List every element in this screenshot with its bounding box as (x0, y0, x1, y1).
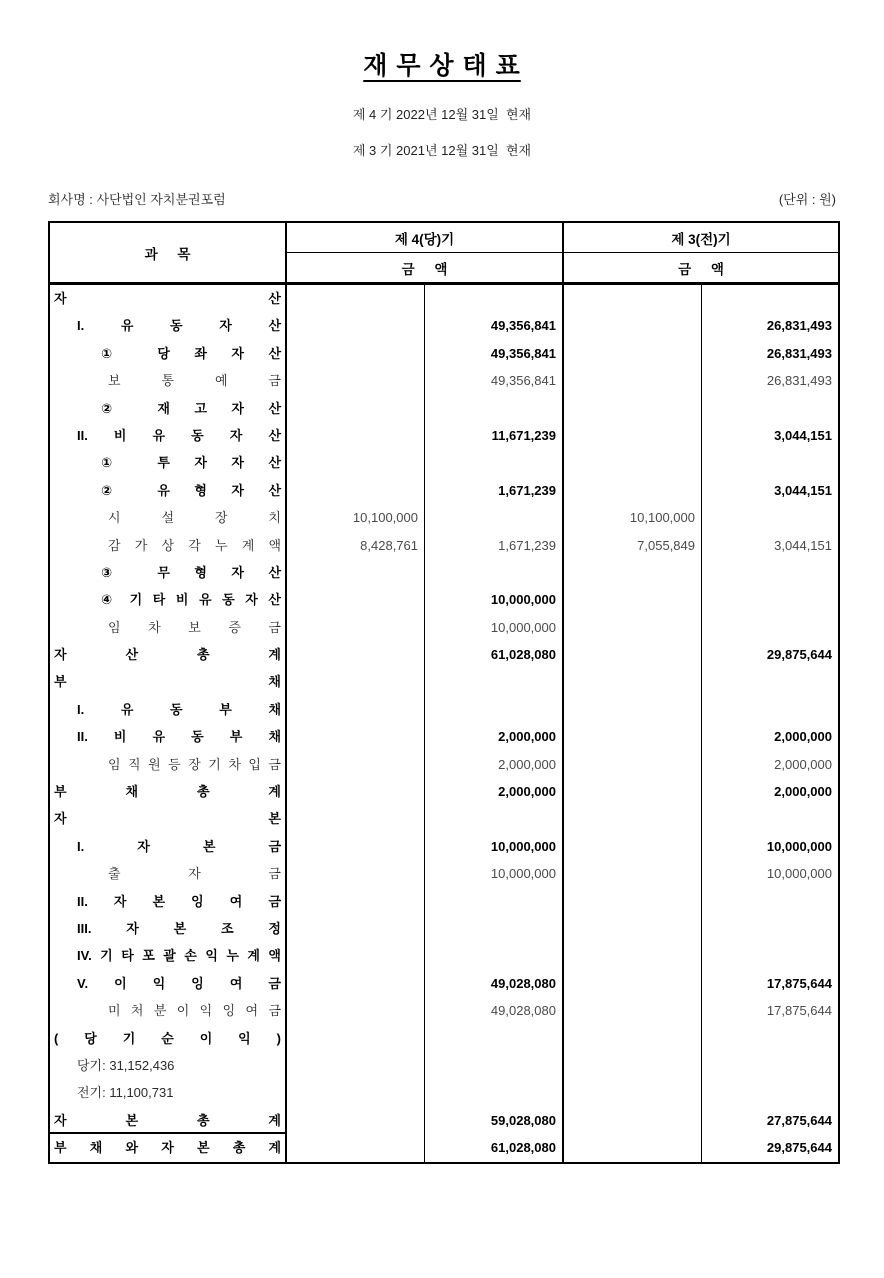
account-label: 자 본 총 계 (50, 1107, 287, 1134)
amount-prior-total: 26,831,493 (766, 345, 832, 361)
amount-prior-detail (564, 422, 702, 449)
meta-row (48, 189, 836, 208)
account-label: 부 채 총 계 (50, 778, 287, 805)
amount-current-detail (287, 805, 425, 832)
amount-current-detail (287, 888, 425, 915)
amount-prior-total: 10,000,000 (766, 838, 832, 854)
amount-prior-total (702, 586, 838, 613)
account-label: 미 처 분 이 익 잉 여 금 (50, 997, 287, 1024)
amount-current-detail (287, 1079, 425, 1106)
amount-current-total (425, 805, 564, 832)
table-body (50, 285, 838, 1162)
account-label: ① 투 자 자 산 (50, 449, 287, 476)
amount-current-detail (287, 367, 425, 394)
amount-prior-detail (564, 1134, 702, 1161)
amount-prior-detail (564, 340, 702, 367)
amount-current-detail (287, 1107, 425, 1134)
amount-prior-detail (564, 915, 702, 942)
currency-unit-label: (단위 : 원) (778, 192, 836, 207)
amount-current-total: 61,028,080 (425, 1134, 564, 1161)
amount-current-total: 49,028,080 (425, 970, 564, 997)
account-label: 임 직 원 등 장 기 차 입 금 (50, 751, 287, 778)
amount-prior-total: 29,875,644 (766, 1140, 832, 1156)
amount-prior-total (702, 449, 838, 476)
amount-current-total: 10,000,000 (425, 833, 564, 860)
amount-current-detail (287, 696, 425, 723)
amount-current-total: 10,000,000 (425, 586, 564, 613)
amount-prior-detail: 7,055,849 (564, 532, 702, 559)
account-label: ② 재 고 자 산 (50, 395, 287, 422)
amount-prior-detail (564, 997, 702, 1024)
amount-current-total: 59,028,080 (425, 1107, 564, 1134)
amount-prior-total: 17,875,644 (766, 975, 832, 991)
amount-prior-total (702, 915, 838, 942)
amount-current-total (425, 1052, 564, 1079)
amount-prior-total (702, 1079, 838, 1106)
amount-current-detail: 10,100,000 (287, 504, 425, 531)
account-label: II. 비 유 동 자 산 (50, 422, 287, 449)
amount-current-detail (287, 1134, 425, 1161)
amount-current-total (425, 504, 564, 531)
amount-current-detail (287, 312, 425, 339)
amount-prior-detail (564, 942, 702, 969)
amount-prior-total (702, 1025, 838, 1052)
header-amount-prior: 금 액 (678, 261, 724, 277)
amount-current-total (425, 696, 564, 723)
period-line-prior: 제 3 기 2021년 12월 31일 현재 (352, 143, 532, 158)
amount-current-total: 49,356,841 (425, 312, 564, 339)
amount-current-total (425, 285, 564, 312)
amount-prior-total: 27,875,644 (766, 1112, 832, 1128)
account-label: I. 자 본 금 (50, 833, 287, 860)
amount-current-total: 49,356,841 (425, 340, 564, 367)
amount-prior-total (702, 614, 838, 641)
amount-prior-total: 3,044,151 (774, 427, 832, 443)
account-label: V. 이 익 잉 여 금 (50, 970, 287, 997)
amount-current-total: 2,000,000 (425, 778, 564, 805)
amount-prior-detail (564, 477, 702, 504)
account-label: ③ 무 형 자 산 (50, 559, 287, 586)
amount-current-detail (287, 477, 425, 504)
amount-prior-detail (564, 778, 702, 805)
amount-prior-detail (564, 860, 702, 887)
amount-current-total (425, 1079, 564, 1106)
account-label: 감 가 상 각 누 계 액 (50, 532, 287, 559)
amount-current-detail (287, 751, 425, 778)
amount-current-detail (287, 586, 425, 613)
header-account-column: 과 목 (50, 223, 287, 282)
amount-current-detail (287, 668, 425, 695)
account-label: ④ 기 타 비 유 동 자 산 (50, 586, 287, 613)
amount-prior-total (702, 942, 838, 969)
amount-prior-detail (564, 668, 702, 695)
amount-prior-detail (564, 833, 702, 860)
amount-prior-total: 3,044,151 (774, 482, 832, 498)
account-label: I. 유 동 부 채 (50, 696, 287, 723)
amount-prior-detail (564, 1079, 702, 1106)
amount-prior-detail (564, 696, 702, 723)
period-line-current: 제 4 기 2022년 12월 31일 현재 (352, 107, 532, 122)
account-label: IV. 기 타 포 괄 손 익 누 계 액 (50, 942, 287, 969)
amount-current-detail (287, 778, 425, 805)
amount-current-detail (287, 559, 425, 586)
amount-current-total (425, 1025, 564, 1052)
account-label: 보 통 예 금 (50, 367, 287, 394)
balance-sheet-table (48, 221, 840, 1164)
amount-prior-total (702, 696, 838, 723)
amount-current-detail (287, 1025, 425, 1052)
account-label: 시 설 장 치 (50, 504, 287, 531)
amount-current-total (425, 559, 564, 586)
amount-prior-total (702, 504, 838, 531)
amount-current-detail (287, 970, 425, 997)
amount-current-total: 2,000,000 (425, 751, 564, 778)
account-label: II. 자 본 잉 여 금 (50, 888, 287, 915)
amount-current-detail (287, 997, 425, 1024)
account-label: I. 유 동 자 산 (50, 312, 287, 339)
amount-prior-detail (564, 449, 702, 476)
account-label: 당기: 31,152,436 (50, 1052, 287, 1079)
company-name-label: 회사명 : 사단법인 자치분권포럼 (48, 192, 226, 207)
amount-prior-total: 26,831,493 (766, 318, 832, 334)
amount-prior-total: 2,000,000 (774, 756, 832, 772)
amount-current-detail (287, 285, 425, 312)
amount-prior-total (702, 1052, 838, 1079)
amount-current-detail (287, 449, 425, 476)
amount-prior-total (702, 805, 838, 832)
table-header (50, 223, 838, 285)
amount-current-total: 49,356,841 (425, 367, 564, 394)
amount-prior-total: 10,000,000 (766, 866, 832, 882)
header-current-period: 제 4(당)기 (287, 223, 564, 253)
amount-current-total: 61,028,080 (425, 641, 564, 668)
amount-current-total: 10,000,000 (425, 614, 564, 641)
amount-current-total: 10,000,000 (425, 860, 564, 887)
header-prior-period: 제 3(전)기 (564, 223, 838, 253)
amount-current-detail (287, 641, 425, 668)
amount-current-detail (287, 422, 425, 449)
account-label: 자 산 총 계 (50, 641, 287, 668)
amount-prior-total: 2,000,000 (774, 784, 832, 800)
amount-prior-detail (564, 559, 702, 586)
amount-prior-total (702, 888, 838, 915)
account-label: 임 차 보 증 금 (50, 614, 287, 641)
amount-current-total (425, 942, 564, 969)
amount-prior-total: 26,831,493 (766, 373, 832, 389)
amount-current-detail (287, 340, 425, 367)
amount-prior-total (702, 285, 838, 312)
amount-current-detail (287, 860, 425, 887)
amount-prior-detail (564, 641, 702, 668)
amount-current-detail (287, 1052, 425, 1079)
account-label: III. 자 본 조 정 (50, 915, 287, 942)
amount-current-detail (287, 723, 425, 750)
amount-prior-detail (564, 1025, 702, 1052)
amount-current-total (425, 888, 564, 915)
amount-current-detail (287, 915, 425, 942)
amount-current-total (425, 915, 564, 942)
amount-current-total (425, 668, 564, 695)
amount-prior-detail (564, 970, 702, 997)
amount-prior-total (702, 395, 838, 422)
amount-current-detail (287, 395, 425, 422)
amount-current-total: 2,000,000 (425, 723, 564, 750)
document-title: 재 무 상 태 표 (363, 52, 521, 80)
amount-prior-total: 3,044,151 (774, 537, 832, 553)
account-label: 자 본 (50, 805, 287, 832)
account-label: 부 채 (50, 668, 287, 695)
amount-prior-detail (564, 586, 702, 613)
amount-current-total: 1,671,239 (425, 532, 564, 559)
amount-prior-total: 17,875,644 (766, 1003, 832, 1019)
amount-prior-detail (564, 312, 702, 339)
header-amount-current: 금 액 (287, 253, 564, 282)
amount-prior-detail (564, 751, 702, 778)
balance-sheet-page (0, 46, 884, 1278)
amount-current-total: 49,028,080 (425, 997, 564, 1024)
amount-current-detail: 8,428,761 (287, 532, 425, 559)
amount-prior-detail (564, 1052, 702, 1079)
amount-prior-total: 29,875,644 (766, 647, 832, 663)
amount-current-detail (287, 942, 425, 969)
account-label: II. 비 유 동 부 채 (50, 723, 287, 750)
account-label: ① 당 좌 자 산 (50, 340, 287, 367)
amount-prior-detail (564, 395, 702, 422)
amount-current-total: 11,671,239 (425, 422, 564, 449)
amount-current-detail (287, 614, 425, 641)
amount-current-total (425, 449, 564, 476)
account-label: ② 유 형 자 산 (50, 477, 287, 504)
amount-current-total (425, 395, 564, 422)
amount-prior-detail (564, 285, 702, 312)
amount-prior-detail (564, 723, 702, 750)
amount-prior-detail (564, 1107, 702, 1134)
amount-prior-detail (564, 888, 702, 915)
account-label: 출 자 금 (50, 860, 287, 887)
account-label: 부 채 와 자 본 총 계 (50, 1134, 287, 1161)
amount-prior-detail (564, 805, 702, 832)
account-label: 전기: 11,100,731 (50, 1079, 287, 1106)
amount-prior-detail (564, 614, 702, 641)
amount-prior-total: 2,000,000 (774, 729, 832, 745)
amount-prior-detail (564, 367, 702, 394)
amount-prior-detail: 10,100,000 (564, 504, 702, 531)
amount-prior-total (702, 559, 838, 586)
amount-prior-total (702, 668, 838, 695)
account-label: ( 당 기 순 이 익 ) (50, 1025, 287, 1052)
amount-current-detail (287, 833, 425, 860)
account-label: 자 산 (50, 285, 287, 312)
amount-current-total: 1,671,239 (425, 477, 564, 504)
